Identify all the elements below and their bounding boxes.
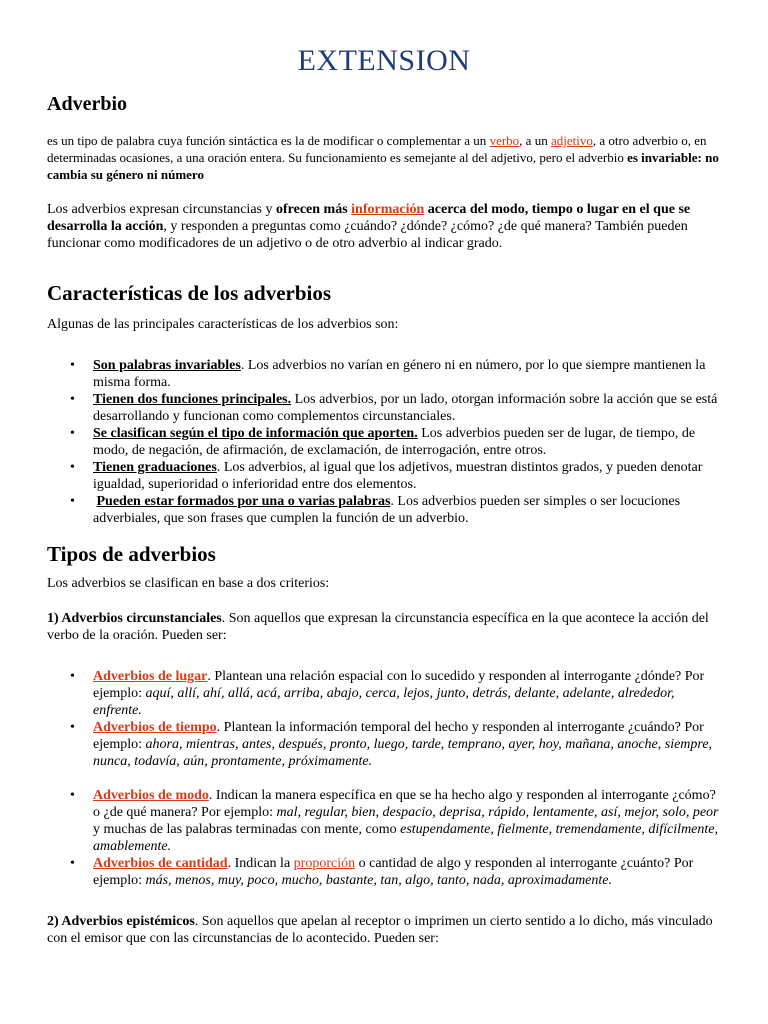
paragraph-circunstancias bbox=[47, 201, 721, 252]
list-item bbox=[93, 459, 721, 493]
bold-text: ofrecen más bbox=[275, 202, 352, 217]
item-text: y muchas de las palabras terminadas con mente, como bbox=[93, 822, 401, 837]
link-adjetivo[interactable]: adjetivo bbox=[550, 133, 593, 148]
item-title: Se clasifican según el tipo de información que aporten. bbox=[93, 426, 418, 441]
text: , a un bbox=[519, 133, 551, 148]
list-item bbox=[93, 668, 721, 719]
heading-tipos: Tipos de adverbios bbox=[47, 542, 216, 566]
item-text: Los adverbios pueden ser de lugar, de tiempo, de modo, de negación, de afirmación, de exclamación, de interrogación, entre otros. bbox=[93, 426, 696, 458]
tipos-intro: Los adverbios se clasifican en base a dos criterios: bbox=[47, 576, 330, 591]
item-text: . Plantean una relación espacial con lo sucedido y responden al interrogante ¿dónde? Por ejemplo: bbox=[93, 669, 705, 701]
heading-adverbio: Adverbio bbox=[47, 93, 127, 115]
document-title: EXTENSION bbox=[297, 44, 471, 77]
item-text: . Indican la bbox=[227, 856, 294, 871]
bold-text: 2) Adverbios epistémicos bbox=[47, 914, 195, 929]
text: es un tipo de palabra cuya función sintáctica es la de modificar o complementar a un bbox=[47, 133, 490, 148]
heading-caracteristicas: Características de los adverbios bbox=[47, 281, 332, 305]
examples: mal, regular, bien, despacio, deprisa, rápido, lentamente, así, mejor, solo, peor bbox=[276, 805, 719, 820]
paragraph-definition bbox=[47, 132, 721, 183]
list-item bbox=[93, 855, 721, 889]
item-title: Tienen graduaciones bbox=[93, 460, 217, 475]
link-verbo[interactable]: verbo bbox=[489, 133, 520, 148]
text: . Son aquellos que expresan la circunstancia específica en la que acontece la acción del verbo de la oración. Pueden ser: bbox=[47, 611, 709, 643]
item-text: . Los adverbios, al igual que los adjetivos, muestran distintos grados, y pueden denotar igualdad, superioridad o inferioridad entre dos elementos. bbox=[93, 460, 703, 492]
link-proporcion[interactable]: proporción bbox=[293, 856, 356, 871]
examples: más, menos, muy, poco, mucho, bastante, tan, algo, tanto, nada, aproximadamente. bbox=[145, 873, 612, 888]
link-adverbios-tiempo[interactable]: Adverbios de tiempo bbox=[93, 720, 217, 735]
item-text: Los adverbios, por un lado, otorgan información sobre la acción que se está desarrollando y funcionan como complementos circunstanciales. bbox=[93, 392, 718, 424]
link-adverbios-modo[interactable]: Adverbios de modo bbox=[93, 788, 209, 803]
list-item bbox=[93, 493, 721, 527]
link-adverbios-cantidad[interactable]: Adverbios de cantidad bbox=[93, 856, 228, 871]
item-text: o cantidad de algo y responden al interrogante ¿cuánto? Por ejemplo: bbox=[93, 856, 694, 888]
item-text: . Los adverbios pueden ser simples o ser locuciones adverbiales, que son frases que cumplen la función de un adverbio. bbox=[93, 494, 681, 526]
list-item bbox=[93, 357, 721, 391]
item-title: Son palabras invariables bbox=[93, 358, 241, 373]
text: , a otro adverbio o, en determinadas ocasiones, a una oración entera. Su funcionamiento es semejante al del adjetivo, pero el adverbio bbox=[47, 133, 707, 165]
examples: estupendamente, fielmente, tremendamente, difícilmente, amablemente. bbox=[93, 822, 719, 854]
caracteristicas-intro: Algunas de las principales características de los adverbios son: bbox=[47, 317, 399, 332]
link-adverbios-lugar[interactable]: Adverbios de lugar bbox=[93, 669, 208, 684]
item-text: . Plantean la información temporal del hecho y responden al interrogante ¿cuándo? Por ejemplo: bbox=[93, 720, 704, 752]
item-title: Pueden estar formados por una o varias palabras bbox=[96, 494, 391, 509]
bold-text: es invariable: no cambia su género ni número bbox=[47, 150, 719, 182]
list-item bbox=[93, 719, 721, 770]
list-item bbox=[93, 787, 721, 855]
list-item bbox=[93, 391, 721, 425]
text: . Son aquellos que apelan al receptor o imprimen un cierto sentido a lo dicho, más vinculado con el emisor que con las circunstancias de lo acontecido. Pueden ser: bbox=[47, 914, 713, 946]
text: , y responden a preguntas como ¿cuándo? ¿dónde? ¿cómo? ¿de qué manera? También pueden funcionar como modificadores de un adjetivo o de otro adverbio al indicar grado. bbox=[47, 219, 688, 251]
bold-text: acerca del modo, tiempo o lugar en el que se desarrolla la acción bbox=[47, 202, 691, 234]
examples: aquí, allí, ahí, allá, acá, arriba, abajo, cerca, lejos, junto, detrás, delante, adelante, alrededor, enfrente. bbox=[93, 686, 675, 718]
bold-text: 1) Adverbios circunstanciales bbox=[47, 611, 222, 626]
item-text: . Indican la manera específica en que se ha hecho algo y responden al interrogante ¿cómo? o ¿de qué manera? Por ejemplo: bbox=[93, 788, 716, 820]
item-text: . Los adverbios no varían en género ni en número, por lo que siempre mantienen la misma forma. bbox=[93, 358, 706, 390]
circunstanciales-list bbox=[47, 668, 721, 889]
text: Los adverbios expresan circunstancias y bbox=[47, 202, 276, 217]
list-item bbox=[93, 425, 721, 459]
examples: ahora, mientras, antes, después, pronto, luego, tarde, temprano, ayer, hoy, mañana, anoche, siempre, nunca, todavía, aún, prontamente, próximamente. bbox=[93, 737, 713, 769]
caracteristicas-list bbox=[47, 357, 721, 527]
paragraph-epistemicos bbox=[47, 913, 721, 947]
link-informacion[interactable]: información bbox=[351, 202, 425, 217]
paragraph-circunstanciales bbox=[47, 610, 721, 644]
item-title: Tienen dos funciones principales. bbox=[93, 392, 292, 407]
